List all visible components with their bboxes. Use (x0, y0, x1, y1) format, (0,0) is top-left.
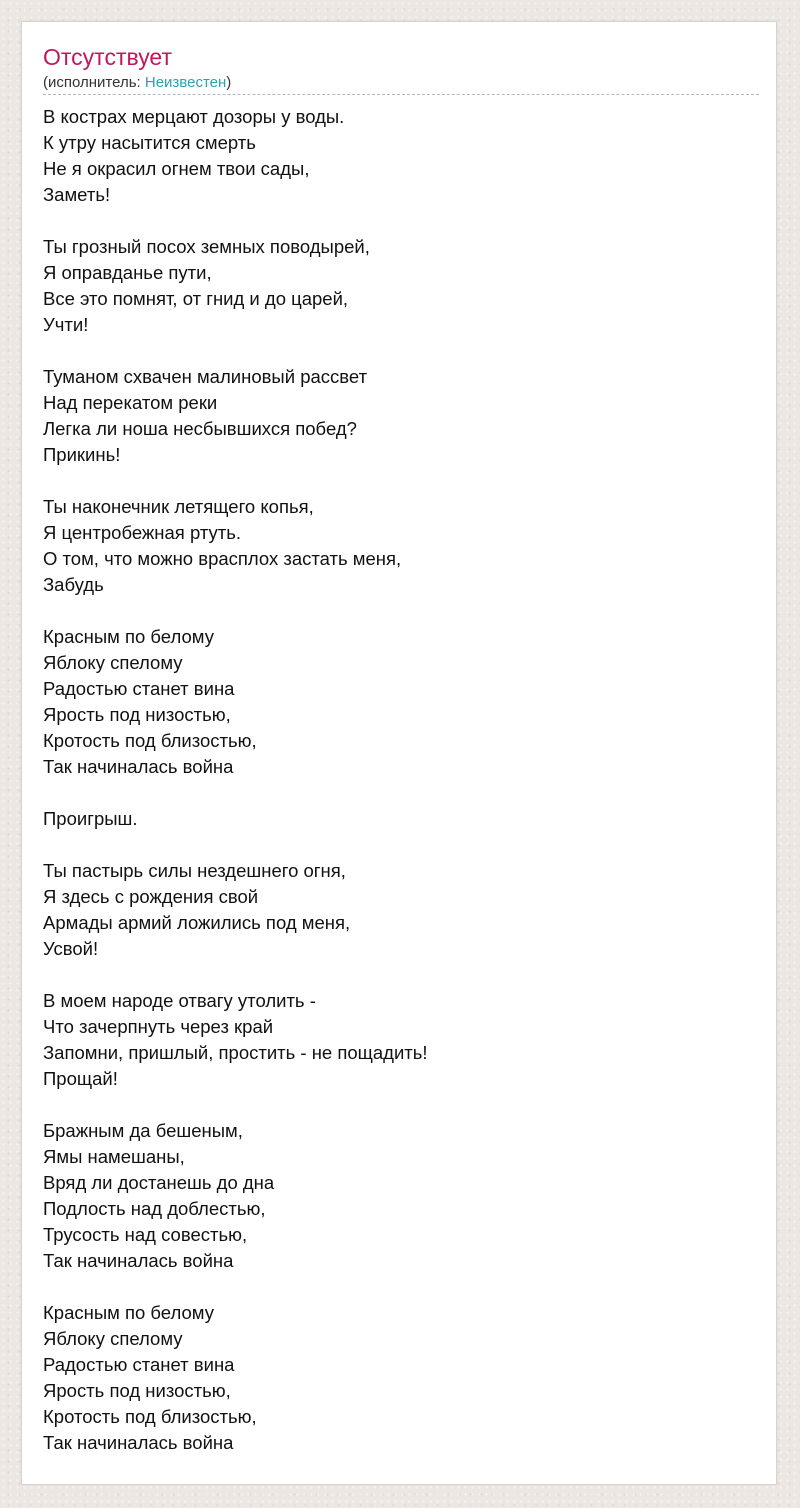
lyric-line: О том, что можно врасплох застать меня, (43, 548, 402, 569)
stanza-gap (43, 832, 759, 858)
lyrics-body (43, 104, 759, 1456)
lyric-line: Учти! (43, 314, 89, 335)
lyric-line: Бражным да бешеным, (43, 1120, 243, 1141)
lyric-line: Вряд ли достанешь до дна (43, 1172, 275, 1193)
stanza-gap (43, 468, 759, 494)
stanza-gap (43, 208, 759, 234)
lyric-line: Подлость над доблестью, (43, 1198, 266, 1219)
lyric-line: Все это помнят, от гнид и до царей, (43, 288, 349, 309)
artist-link[interactable]: Неизвестен (144, 74, 227, 91)
lyric-line: Радостью станет вина (43, 678, 235, 699)
stanza-gap (43, 338, 759, 364)
lyric-line: Проигрыш. (43, 808, 138, 829)
stanza-gap (43, 1092, 759, 1118)
artist-prefix: (исполнитель: (43, 74, 145, 91)
lyric-line: В кострах мерцают дозоры у воды. (43, 106, 345, 127)
stanza-gap (43, 598, 759, 624)
lyric-line: Прощай! (43, 1068, 118, 1089)
lyric-line: Я центробежная ртуть. (43, 522, 242, 543)
lyric-line: Не я окрасил огнем твои сады, (43, 158, 310, 179)
lyric-line: Так начиналась война (43, 1250, 234, 1271)
lyric-line: Радостью станет вина (43, 1354, 235, 1375)
lyric-line: Красным по белому (43, 626, 214, 647)
artist-line (43, 73, 231, 92)
song-title: Отсутствует (43, 44, 172, 70)
artist-suffix: ) (226, 74, 232, 91)
lyric-line: Яблоку спелому (43, 1328, 183, 1349)
lyric-line: Красным по белому (43, 1302, 214, 1323)
stanza-gap (43, 780, 759, 806)
lyrics-card (21, 21, 777, 1485)
stanza-gap (43, 1274, 759, 1300)
lyric-line: Ярость под низостью, (43, 1380, 231, 1401)
lyric-line: Кротость под близостью, (43, 1406, 257, 1427)
lyric-line: Армады армий ложились под меня, (43, 912, 351, 933)
lyric-line: Что зачерпнуть через край (43, 1016, 274, 1037)
lyric-line: Прикинь! (43, 444, 121, 465)
lyric-line: Запомни, пришлый, простить - не пощадить! (43, 1042, 428, 1063)
lyric-line: Ты наконечник летящего копья, (43, 496, 314, 517)
lyric-line: Над перекатом реки (43, 392, 218, 413)
lyric-line: В моем народе отвагу утолить - (43, 990, 316, 1011)
lyric-line: Ты грозный посох земных поводырей, (43, 236, 370, 257)
lyric-line: Так начиналась война (43, 756, 234, 777)
lyric-line: Трусость над совестью, (43, 1224, 248, 1245)
stanza-gap (43, 962, 759, 988)
lyric-line: Забудь (43, 574, 104, 595)
lyric-line: Туманом схвачен малиновый рассвет (43, 366, 368, 387)
lyric-line: Легка ли ноша несбывшихся побед? (43, 418, 357, 439)
song-header (43, 42, 759, 95)
lyric-line: Заметь! (43, 184, 111, 205)
lyric-line: Ямы намешаны, (43, 1146, 185, 1167)
lyric-line: К утру насытится смерть (43, 132, 256, 153)
lyric-line: Ты пастырь силы нездешнего огня, (43, 860, 346, 881)
lyric-line: Яблоку спелому (43, 652, 183, 673)
lyric-line: Так начиналась война (43, 1432, 234, 1453)
lyric-line: Я оправданье пути, (43, 262, 212, 283)
lyric-line: Усвой! (43, 938, 99, 959)
lyric-line: Кротость под близостью, (43, 730, 257, 751)
lyric-line: Ярость под низостью, (43, 704, 231, 725)
lyric-line: Я здесь с рождения свой (43, 886, 259, 907)
